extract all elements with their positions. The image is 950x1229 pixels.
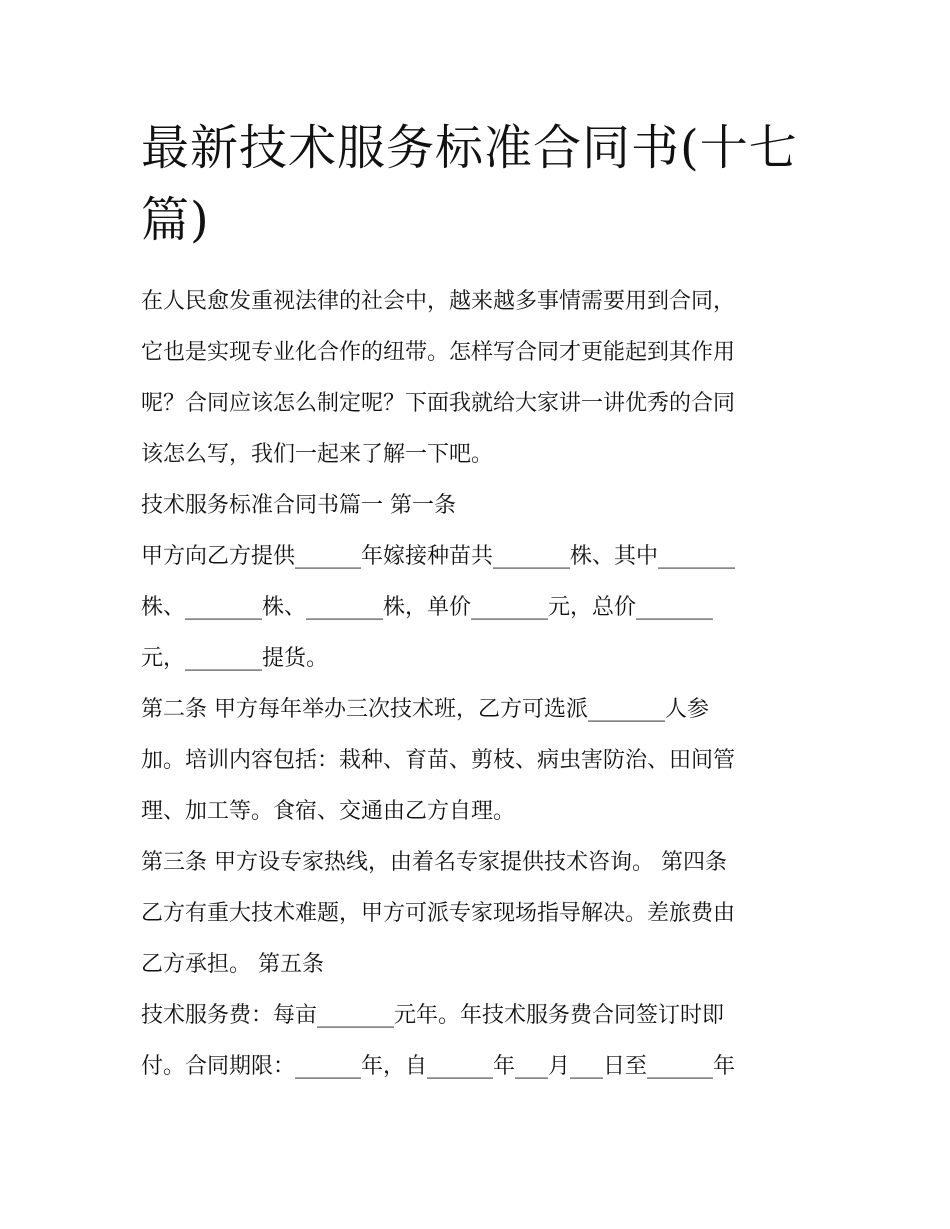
body-line: 乙方有重大技术难题，甲方可派专家现场指导解决。差旅费由 bbox=[141, 901, 736, 926]
body-line: 第三条 甲方设专家热线，由着名专家提供技术咨询。 第四条 bbox=[141, 850, 727, 875]
body-line: 甲方向乙方提供______年嫁接种苗共_______株、其中_______ bbox=[141, 544, 736, 569]
body-line: 第二条 甲方每年举办三次技术班，乙方可选派_______人参 bbox=[141, 697, 709, 722]
body-line: 呢？合同应该怎么制定呢？下面我就给大家讲一讲优秀的合同 bbox=[141, 391, 736, 416]
body-line: 该怎么写，我们一起来了解一下吧。 bbox=[141, 442, 494, 467]
document-body bbox=[141, 276, 821, 1092]
body-line: 乙方承担。 第五条 bbox=[141, 952, 324, 977]
body-line: 它也是实现专业化合作的纽带。怎样写合同才更能起到其作用 bbox=[141, 340, 736, 365]
section-heading: 技术服务标准合同书篇一 第一条 bbox=[141, 493, 456, 518]
body-line: 株、_______株、_______株，单价_______元，总价_______ bbox=[141, 595, 714, 620]
document-title bbox=[141, 112, 821, 256]
body-line: 元，_______提货。 bbox=[141, 646, 329, 671]
title-line-1: 最新技术服务标准合同书(十七 bbox=[141, 120, 798, 176]
body-line: 技术服务费：每亩_______元年。年技术服务费合同签订时即 bbox=[141, 1003, 725, 1028]
body-line: 加。培训内容包括：栽种、育苗、剪枝、病虫害防治、田间管 bbox=[141, 748, 736, 773]
body-line: 付。合同期限：______年，自______年___月___日至______年 bbox=[141, 1054, 736, 1079]
title-line-2: 篇) bbox=[141, 192, 210, 248]
body-line: 在人民愈发重视法律的社会中，越来越多事情需要用到合同， bbox=[141, 289, 736, 314]
body-line: 理、加工等。食宿、交通由乙方自理。 bbox=[141, 799, 516, 824]
